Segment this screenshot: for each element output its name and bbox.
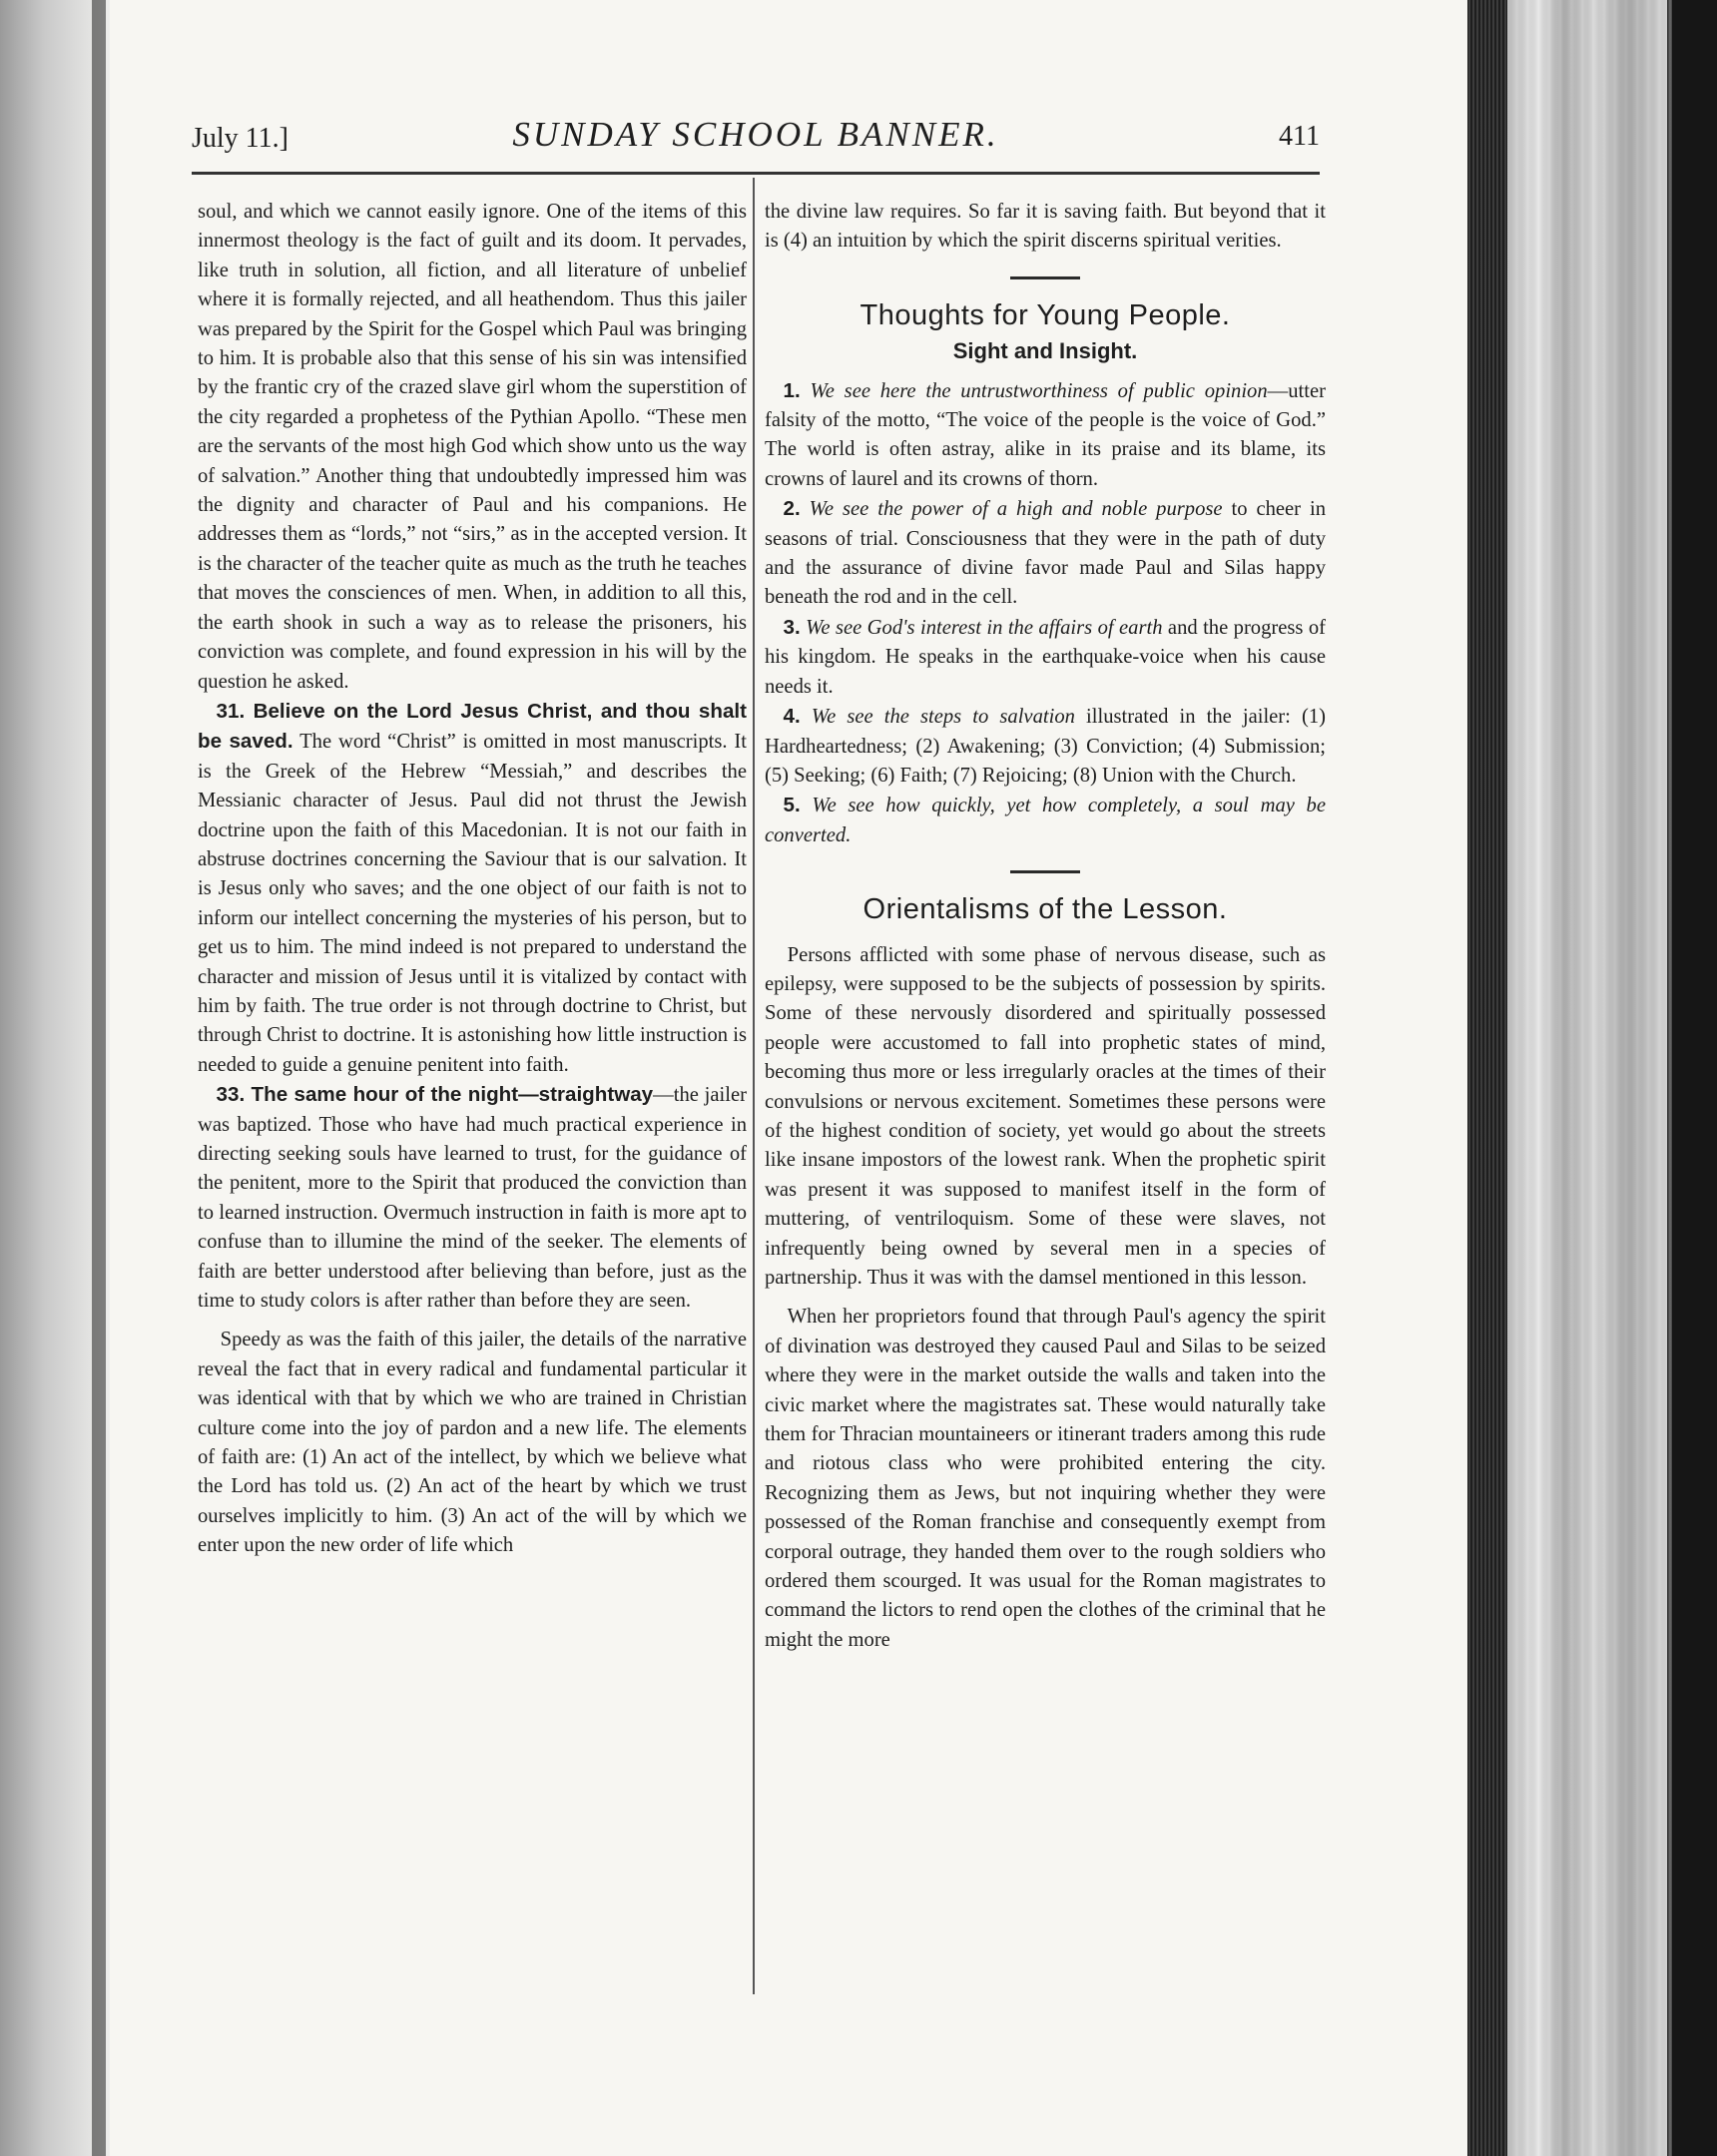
header-title: SUNDAY SCHOOL BANNER. — [512, 115, 999, 154]
list-item: 3. We see God's interest in the affairs of earth and the progress of his kingdom. He speaks in the earthquake-voice when his cause needs it. — [765, 615, 1327, 698]
list-item: 2. We see the power of a high and noble purpose to cheer in seasons of trial. Consciousness that they were in the path of duty and the assurance of divine favor made Paul and Silas happy beneath the rod and in the cell. — [765, 497, 1326, 609]
left-column — [198, 198, 747, 1561]
verse-31-body: The word “Christ” is omitted in most manuscripts. It is the Greek of the Hebrew “Messiah,” and describes the Messianic character of Jesus. Paul did not thrust the Jewish doctrine upon the faith of this Macedonian. It is not our faith in abstruse doctrines concerning the Saviour that is our salvation. It is Jesus only who saves; and the one object of our faith is not to inform our intellect concerning the mysteries of his person, but to get us to him. The mind indeed is not prepared to understand the character and mission of Jesus until it is vitalized by contact with him by faith. The true order is not through doctrine to Christ, but through Christ to doctrine. It is astonishing how little instruction is needed to guide a genuine penitent into faith. — [198, 731, 747, 1076]
verse-31-heading: 31. Believe on the Lord Jesus Christ, and thou shalt be saved. — [198, 699, 747, 754]
section-divider — [1010, 276, 1080, 279]
page-gutter-spine — [92, 0, 106, 2156]
paragraph: When her proprietors found that through Paul's agency the spirit of divination was destroyed they caused Paul and Silas to be seized where they were in the market outside the walls and taken into the civic market where the magistrates sat. These would naturally take them for Thracian mountaineers or itinerant traders among this rude and riotous class who were prohibited entering the city. Recognizing them as Jews, but not inquiring whether they were possessed of the Roman franchise and consequently exempt from corporal outrage, they handed them over to the rough soldiers who ordered them scourged. It was usual for the Roman magistrates to command the lictors to rend open the clothes of the criminal that he might the more — [765, 1306, 1326, 1651]
section-divider — [1010, 870, 1080, 873]
list-item: 5. We see how quickly, yet how completely, a soul may be converted. — [765, 794, 1326, 846]
verse-33-heading: 33. The same hour of the night—straightway — [216, 1083, 654, 1107]
section-subheading: Sight and Insight. — [952, 338, 1138, 364]
page-number: 411 — [1279, 121, 1320, 152]
running-header — [192, 115, 1320, 175]
column-divider — [753, 178, 755, 1994]
verse-33-body: —the jailer was baptized. Those who have had much practical experience in directing seeking souls have learned to trust, for the guidance of the penitent, more to the Spirit that produced the conviction than to learned instruction. Overmuch instruction in faith is more apt to confuse than to illumine the mind of the seeker. The elements of faith are better understood after believing than before, just as the time to study colors is after rather than before they are seen. — [198, 1084, 747, 1313]
list-item: 4. We see the steps to salvation illustrated in the jailer: (1) Hardheartedness; (2) Awakening; (3) Conviction; (4) Submission; (5) Seeking; (6) Faith; (7) Rejoicing; (8) Union with the Church. — [765, 705, 1326, 787]
right-column — [765, 198, 1326, 1655]
section-heading: Orientalisms of the Lesson. — [862, 893, 1228, 926]
paragraph: soul, and which we cannot easily ignore. One of the items of this innermost theology is the fact of guilt and its doom. It pervades, like truth in solution, all fiction, and all literature of unbelief where it is formally rejected, and all heathendom. Thus this jailer was prepared by the Spirit for the Gospel which Paul was bringing to him. It is probable also that this sense of his sin was intensified by the frantic cry of the crazed slave girl whom the superstition of the city regarded a prophetess of the Pythian Apollo. “These men are the servants of the most high God which show unto us the way of salvation.” Another thing that undoubtedly impressed him was the dignity and character of Paul and his companions. He addresses them as “lords,” not “sirs,” as in the accepted version. It is the character of the teacher quite as much as the truth he teaches that moves the consciences of men. When, in addition to all this, the earth shook in such a way as to release the prisoners, his conviction was complete, and found expression in his will by the question he asked. — [198, 201, 747, 693]
header-date: July 11.] — [192, 123, 288, 154]
paragraph: the divine law requires. So far it is saving faith. But beyond that it is (4) an intuition by which the spirit discerns spiritual verities. — [765, 201, 1326, 253]
section-heading: Thoughts for Young People. — [859, 298, 1231, 331]
list-item: 1. We see here the untrustworthiness of public opinion—utter falsity of the motto, “The voice of the people is the voice of God.” The world is often astray, alike in its praise and its blame, its crowns of laurel and its crowns of thorn. — [765, 378, 1326, 490]
verse-33-paragraph — [198, 1080, 747, 1316]
paragraph: Persons afflicted with some phase of nervous disease, such as epilepsy, were supposed to be the subjects of possession by spirits. Some of these nervously disordered and spiritually possessed people were accustomed to fall into prophetic states of mind, becoming thus more or less irregularly oracles at the times of their convulsions or nervous excitement. Sometimes these persons were of the highest condition of society, yet would go about the streets like insane impostors of the lowest rank. When the prophetic spirit was present it was supposed to manifest itself in the form of muttering, of ventriloquism. Some of these were slaves, not infrequently being owned by several men in a species of partnership. Thus it was with the damsel mentioned in this lesson. — [765, 943, 1326, 1289]
paragraph: Speedy as was the faith of this jailer, the details of the narrative reveal the fact that in every radical and fundamental particular it was identical with that by which we who are trained in Christian culture come into the joy of pardon and a new life. The elements of faith are: (1) An act of the intellect, by which we believe what the Lord has told us. (2) An act of the heart by which we trust ourselves implicitly to him. (3) An act of the will by which we enter upon the new order of life which — [198, 1329, 747, 1557]
book-page-edges — [1467, 0, 1717, 2156]
verse-31-paragraph — [198, 697, 747, 1080]
header-rule — [192, 172, 1320, 175]
